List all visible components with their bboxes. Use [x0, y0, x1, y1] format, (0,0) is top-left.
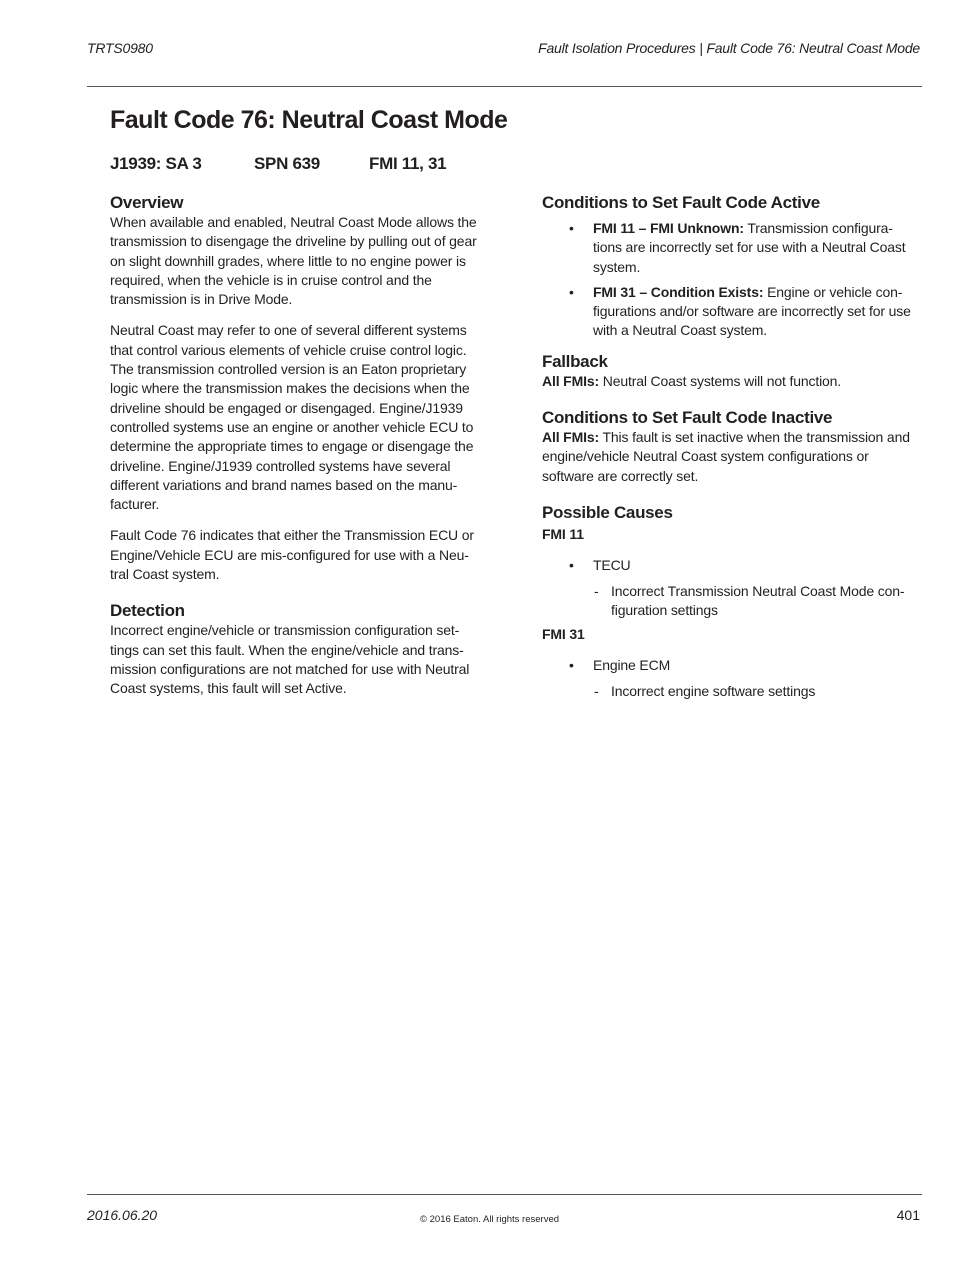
cause-item: Engine ECM: [593, 657, 671, 674]
header-rule: [87, 86, 922, 87]
inactive-body: This fault is set inactive when the transmission and engine/vehicle Neutral Coast system configurations or software are correctly set.: [542, 429, 910, 484]
conditions-active-heading: Conditions to Set Fault Code Active: [542, 193, 820, 212]
fmi-label: FMI 11 – FMI Unknown:: [593, 220, 744, 236]
header-doc-id: TRTS0980: [87, 40, 153, 56]
fallback-body: Neutral Coast systems will not function.: [602, 372, 842, 389]
overview-paragraph: Fault Code 76 indicates that either the Transmission ECU or Engine/Vehicle ECU are mis-configured for use with a Neu-tral Coast system.: [110, 527, 474, 583]
header-section: Fault Isolation Procedures | Fault Code 76: Neutral Coast Mode: [538, 40, 920, 56]
detection-text: Incorrect engine/vehicle or transmission configuration set-tings can set this fault. When the engine/vehicle and trans-mission configurations are not matched for use with Neutral Coast systems, this fault will set Active.: [110, 622, 470, 697]
fallback-heading: Fallback: [542, 351, 608, 371]
conditions-inactive-text: [542, 428, 920, 486]
list-item: [542, 219, 920, 277]
spn-identifier: SPN 639: [254, 154, 320, 173]
inactive-label: All FMIs:: [542, 429, 599, 446]
cause-subitem: - Incorrect engine software settings: [542, 682, 920, 701]
footer-date: 2016.06.20: [87, 1207, 158, 1223]
list-item: [542, 556, 920, 575]
cause-list: [542, 656, 920, 675]
fmi-label: FMI 31 – Condition Exists:: [593, 283, 764, 300]
fmi-identifier: FMI 11, 31: [369, 154, 447, 173]
fallback-label: All FMIs:: [542, 372, 599, 389]
fmi-text: Transmission configura-tions are incorrectly set for use with a Neutral Coast system.: [593, 220, 906, 275]
page-title: Fault Code 76: Neutral Coast Mode: [110, 106, 508, 134]
possible-causes-heading: Possible Causes: [542, 502, 673, 522]
left-column: [110, 192, 482, 699]
overview-heading: Overview: [110, 193, 184, 212]
list-item: [542, 283, 920, 341]
conditions-inactive-heading: Conditions to Set Fault Code Inactive: [542, 408, 833, 428]
cause-list: [542, 556, 920, 575]
overview-paragraph: Neutral Coast may refer to one of several different systems that control various elements of vehicle cruise control logic. The transmission controlled version is an Eaton proprietary logic where the transmission makes the decisions when the driveline should be engaged or disengaged. Engine/J1939 controlled systems use an engine or another vehicle ECU to determine the appropriate times to engage or disengage the driveline. Engine/J1939 controlled systems have several different variations and brand names based on the manu-facturer.: [110, 322, 474, 513]
list-item: [542, 656, 920, 675]
conditions-active-list: [542, 219, 920, 341]
sa-identifier: J1939: SA 3: [110, 154, 202, 173]
overview-paragraph: When available and enabled, Neutral Coast Mode allows the transmission to disengage the driveline by pulling out of gear on slight downhill grades, where little to no engine power is required, when the vehicle is in cruise control and the transmission is in Drive Mode.: [110, 214, 477, 308]
cause-subitem: - Incorrect Transmission Neutral Coast Mode con-figuration settings: [542, 582, 920, 621]
right-column: [542, 192, 920, 701]
fmi-subheading: FMI 11: [542, 525, 584, 542]
fallback-text: [542, 372, 920, 391]
fmi-text: Engine or vehicle con-figurations and/or software are incorrectly set for use with a Neutral Coast system.: [593, 283, 911, 339]
cause-item: TECU: [593, 557, 631, 574]
fmi-subheading: FMI 31: [542, 626, 585, 643]
page-number: 401: [896, 1207, 920, 1223]
footer-rule: [87, 1194, 922, 1195]
footer-copyright: © 2016 Eaton. All rights reserved: [419, 1214, 560, 1225]
detection-heading: Detection: [110, 601, 185, 621]
